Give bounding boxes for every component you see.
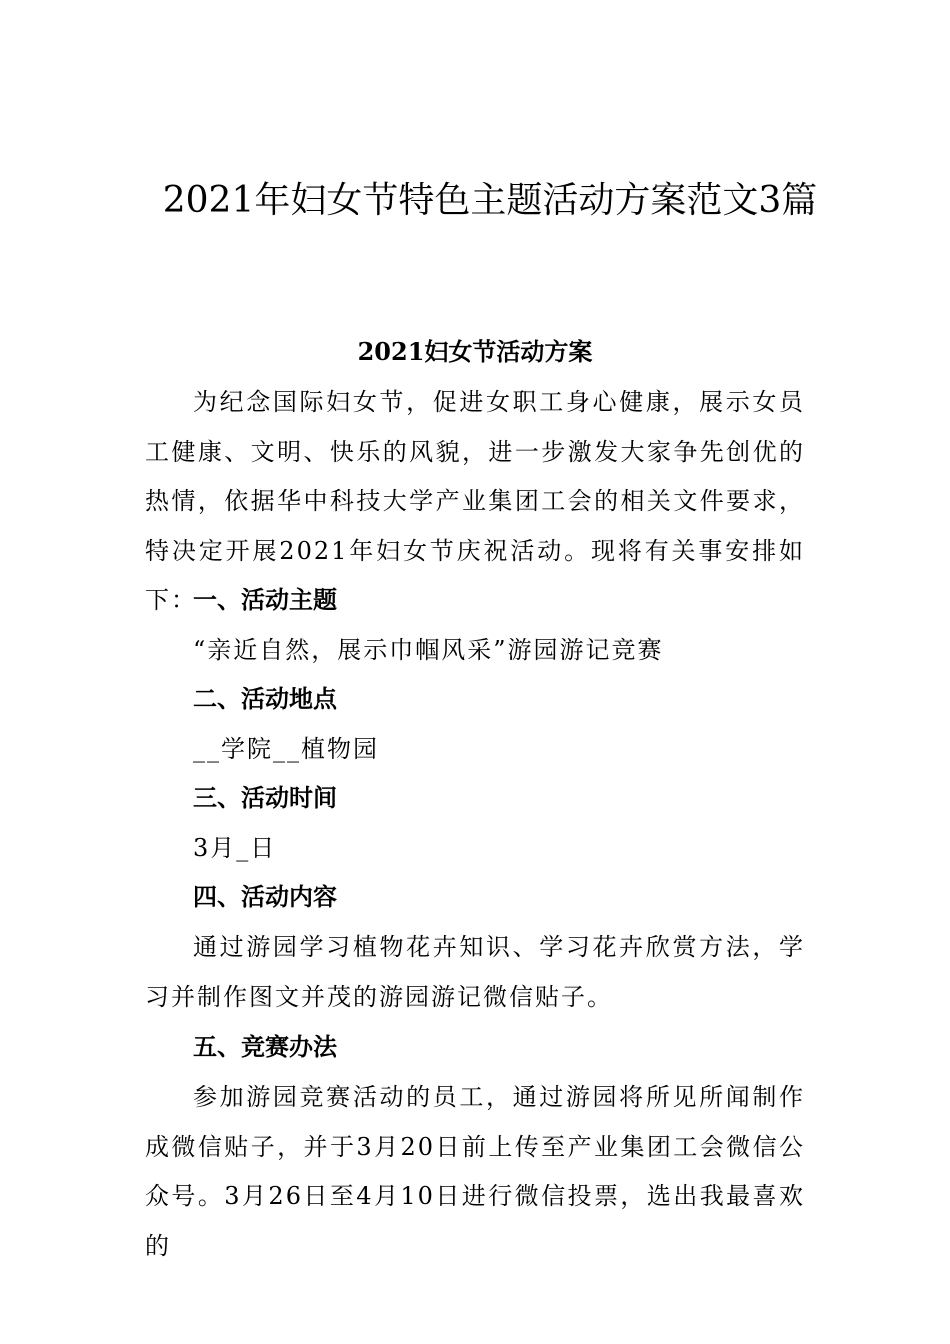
body-time: 3月_日 — [193, 834, 277, 862]
heading-theme: 一、活动主题 — [193, 585, 337, 614]
body-location: __学院__植物园 — [193, 735, 379, 763]
body-content: 通过游园学习植物花卉知识、学习花卉欣赏方法，学习并制作图文并茂的游园游记微信贴子。 — [145, 933, 805, 1011]
heading-location: 二、活动地点 — [193, 684, 337, 713]
body-competition: 参加游园竞赛活动的员工，通过游园将所见所闻制作成微信贴子，并于3月20日前上传至产业集团工会微信公众号。3月26日至4月10日进行微信投票，选出我最喜欢的 — [145, 1083, 805, 1260]
document-title: 2021年妇女节特色主题活动方案范文3篇 — [162, 180, 818, 221]
body-theme: “亲近自然，展示巾帼风采”游园游记竞赛 — [193, 636, 664, 664]
section-title: 2021妇女节活动方案 — [357, 337, 593, 366]
heading-time: 三、活动时间 — [193, 783, 337, 812]
heading-competition: 五、竞赛办法 — [193, 1032, 337, 1061]
intro-paragraph: 为纪念国际妇女节，促进女职工身心健康，展示女员工健康、文明、快乐的风貌，进一步激发大家争先创优的热情，依据华中科技大学产业集团工会的相关文件要求，特决定开展2021年妇女节庆祝活动。现将有关事安排如下： — [145, 388, 805, 614]
heading-content: 四、活动内容 — [193, 882, 337, 911]
